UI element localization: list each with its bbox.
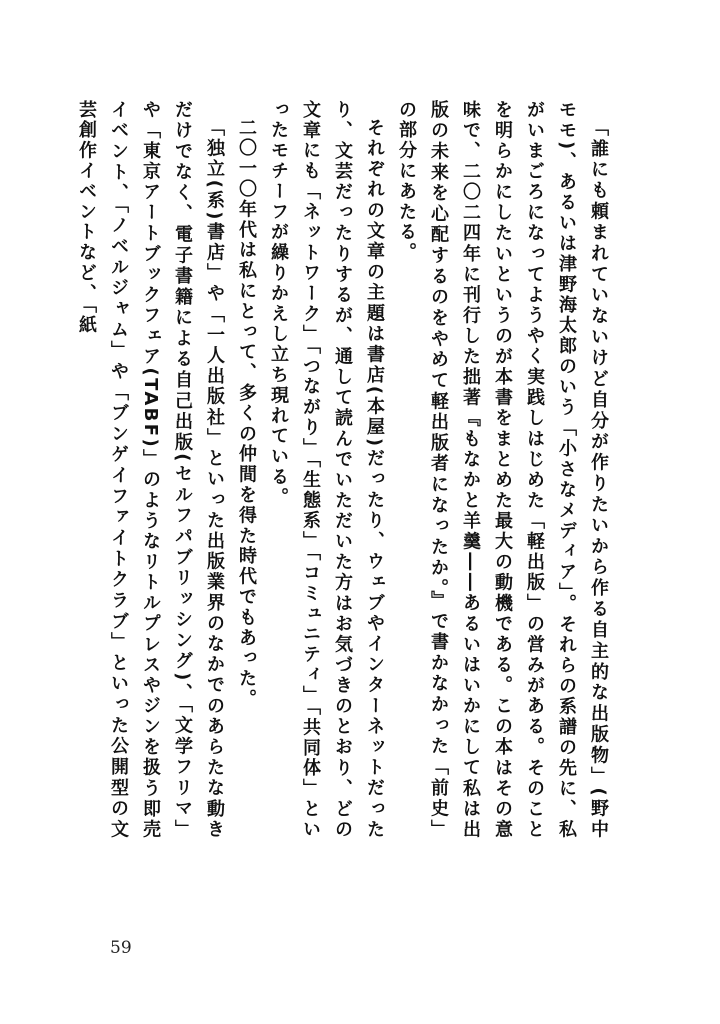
paragraph-4: 「独立(系)書店」や「一人出版社」といった出版業界のなかでのあらたな動きだけでなく、電子書籍による自己出版(セルフパブリッシング)、「文学フリマ」や「東京アートブックフェア(TABF)」のようなリトルプレスやジンを扱う即売イベント、「ノベルジャム」や「ブンゲイファイトクラブ」といった公開型の文芸創作イベントなど、「紙 <box>76 100 225 840</box>
paragraph-1: 「誰にも頼まれていないけど自分が作りたいから作る自主的な出版物」(野中モモ)、あるいは津野海太郎のいう「小さなメディア」。それらの系譜の先に、私がいまごろになってようやく実践しはじめた「軽出版」の営みがある。そのことを明らかにしたいというのが本書をまとめた最大の動機である。この本はその意味で、二〇二四年に刊行した拙著『もなかと羊羹――あるいはいかにして私は出版の未来を心配するのをやめて軽出版者になったか。』で書かなかった「前史」の部分にあたる。 <box>396 100 609 840</box>
vertical-text-body <box>74 100 614 840</box>
paragraph-2: それぞれの文章の主題は書店(本屋)だったり、ウェブやインターネットだったり、文芸だったりするが、通して読んでいただいた方はお気づきのとおり、どの文章にも「ネットワーク」「つながり」「生態系」「コミュニティ」「共同体」といったモチーフが繰りかえし立ち現れている。 <box>268 100 385 840</box>
page-number: 59 <box>110 938 132 958</box>
paragraph-3: 二〇一〇年代は私にとって、多くの仲間を得た時代でもあった。 <box>236 118 257 710</box>
